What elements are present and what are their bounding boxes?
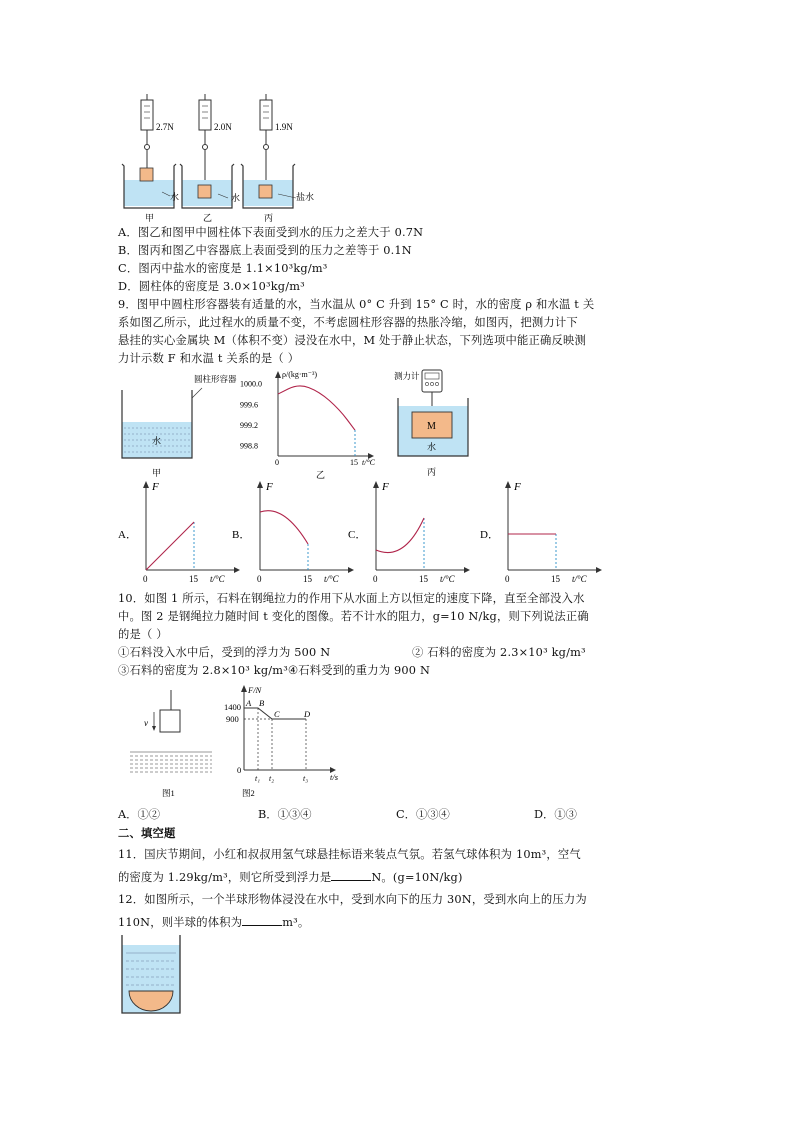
x-tick-0: 0 xyxy=(505,574,510,584)
x-tick-t3: t₃ xyxy=(303,774,309,783)
density-curve xyxy=(278,386,355,430)
q12-line-2-b: m³。 xyxy=(282,916,310,929)
q10-option-d: D．①③ xyxy=(534,808,577,821)
caption-jia: 甲 xyxy=(152,468,162,478)
q10-statement-1: ①石料没入水中后，受到的浮力为 500 N xyxy=(118,646,331,659)
y-axis-label: ρ/(kg·m⁻³) xyxy=(282,370,318,379)
f-axis-label: F xyxy=(514,481,521,493)
point-c: C xyxy=(274,709,280,719)
x-tick-0: 0 xyxy=(143,574,148,584)
q10-line-1: 10．如图 1 所示，石料在钢绳拉力的作用下从水面上方以恒定的速度下降，直至全部没入水 xyxy=(118,592,585,605)
q12-figure xyxy=(118,935,188,1017)
reading-1: 2.7N xyxy=(156,122,174,132)
x-tick-t1: t₁ xyxy=(255,774,261,783)
reading-2: 2.0N xyxy=(214,122,232,132)
x-tick-t2: t₂ xyxy=(269,774,275,783)
spring-scale-2 xyxy=(199,94,211,185)
q8-option-a: A．图乙和图甲中圆柱体下表面受到水的压力之差大于 0.7N xyxy=(118,226,424,239)
q8-figure xyxy=(118,92,368,224)
option-letter: D． xyxy=(480,529,499,541)
q10-fig2 xyxy=(222,684,352,802)
answer-graph-a xyxy=(118,478,246,590)
liquid-label-2: 水 xyxy=(231,193,241,203)
caption-jia: 甲 xyxy=(145,213,155,223)
x-axis-label: t/°C xyxy=(210,574,225,584)
x-tick-0: 0 xyxy=(257,574,262,584)
caption-fig1: 图1 xyxy=(162,788,175,798)
option-letter: C． xyxy=(348,529,367,541)
reading-3: 1.9N xyxy=(275,122,293,132)
answer-graph-d xyxy=(480,478,608,590)
block-label: M xyxy=(427,421,436,432)
q9-line-2: 系如图乙所示，此过程水的质量不变，不考虑圆柱形容器的热胀冷缩，如图丙，把测力计下 xyxy=(118,316,578,329)
graph-line xyxy=(376,518,424,553)
x-tick-15: 15 xyxy=(303,574,312,584)
f-axis-label: F xyxy=(382,481,389,493)
beaker-3 xyxy=(241,164,295,208)
q8-option-c: C．图丙中盐水的密度是 1.1×10³kg/m³ xyxy=(118,262,328,275)
q10-option-a: A．①② xyxy=(118,808,161,821)
q12-line-2-a: 110N，则半球的体积为 xyxy=(118,916,243,929)
answer-graph-b xyxy=(232,478,360,590)
f-axis-label: F xyxy=(152,481,159,493)
q10-fig1 xyxy=(126,688,216,800)
spring-scale-3 xyxy=(260,94,272,185)
velocity-label: v xyxy=(144,718,148,728)
y-tick: 999.6 xyxy=(240,400,258,410)
container-label: 圆柱形容器 xyxy=(194,374,237,384)
q10-statement-3-4: ③石料的密度为 2.8×10³ kg/m³④石料受到的重力为 900 N xyxy=(118,664,431,677)
caption-yi: 乙 xyxy=(203,213,213,223)
graph-line xyxy=(260,511,308,544)
q10-option-b: B．①③④ xyxy=(258,808,312,821)
q9-fig-bing xyxy=(394,368,484,480)
meter-label: 测力计 xyxy=(394,371,420,381)
water-label: 水 xyxy=(427,442,437,452)
q10-option-c: C．①③④ xyxy=(396,808,450,821)
spring-scale-1 xyxy=(141,94,153,168)
y-tick-1400: 1400 xyxy=(224,702,241,712)
y-tick: 1000.0 xyxy=(240,379,262,389)
point-b: B xyxy=(259,698,265,708)
caption-fig2: 图2 xyxy=(242,788,255,798)
x-tick-15: 15 xyxy=(419,574,428,584)
q9-line-1: 9．图甲中圆柱形容器装有适量的水，当水温从 0° C 升到 15° C 时，水的密度 ρ 和水温 t 关 xyxy=(118,298,595,311)
x-axis-label: t/°C xyxy=(324,574,339,584)
q9-line-4: 力计示数 F 和水温 t 关系的是（ ） xyxy=(118,352,300,365)
y-axis-label: F/N xyxy=(248,685,262,695)
q11-line-2 xyxy=(118,870,463,885)
y-tick: 999.2 xyxy=(240,421,258,430)
q8-option-b: B．图丙和图乙中容器底上表面受到的压力之差等于 0.1N xyxy=(118,244,412,257)
x-tick-0: 0 xyxy=(275,458,279,467)
q12-answer-blank[interactable] xyxy=(242,915,282,926)
x-axis-label: t/s xyxy=(330,772,339,782)
option-letter: B． xyxy=(232,529,251,541)
section-title: 二、填空题 xyxy=(118,826,176,840)
caption-bing: 丙 xyxy=(427,467,437,477)
q9-fig-jia xyxy=(118,370,237,480)
x-axis-label: t/°C xyxy=(362,458,375,467)
graph-line xyxy=(146,522,194,570)
point-d: D xyxy=(304,709,311,719)
x-axis-label: t/°C xyxy=(440,574,455,584)
q8-option-d: D．圆柱体的密度是 3.0×10³kg/m³ xyxy=(118,280,305,293)
x-tick-15: 15 xyxy=(551,574,560,584)
q10-line-2: 中。图 2 是钢绳拉力随时间 t 变化的图像。若不计水的阻力，g=10 N/kg，则下列说法正确 xyxy=(118,610,589,623)
f-axis-label: F xyxy=(266,481,273,493)
beaker-2 xyxy=(180,164,234,208)
x-tick-15: 15 xyxy=(189,574,198,584)
q12-line-2 xyxy=(118,915,309,930)
q9-line-3: 悬挂的实心金属块 M（体积不变）浸没在水中，M 处于静止状态，下列选项中能正确反映测 xyxy=(118,334,587,347)
caption-yi: 乙 xyxy=(316,470,326,480)
liquid-label-3: 盐水 xyxy=(296,192,315,202)
q10-line-3: 的是（ ） xyxy=(118,628,168,641)
x-axis-label: t/°C xyxy=(572,574,587,584)
density-chart xyxy=(238,368,378,480)
option-letter: A． xyxy=(118,529,137,541)
q12-line-1: 12．如图所示，一个半球形物体浸没在水中，受到水向下的压力 30N，受到水向上的压力为 xyxy=(118,893,587,906)
beaker-1 xyxy=(122,164,176,208)
q11-line-2-a: 的密度为 1.29kg/m³，则它所受到浮力是 xyxy=(118,871,332,884)
y-tick-0: 0 xyxy=(237,765,242,775)
q10-statement-2: ② 石料的密度为 2.3×10³ kg/m³ xyxy=(412,646,586,659)
caption-bing: 丙 xyxy=(264,213,274,223)
answer-graph-c xyxy=(348,478,476,590)
x-tick-15: 15 xyxy=(350,458,358,467)
y-tick-900: 900 xyxy=(226,714,239,724)
water-label: 水 xyxy=(152,436,162,446)
q11-answer-blank[interactable] xyxy=(331,870,371,881)
q11-line-2-b: N。(g=10N/kg) xyxy=(371,871,463,884)
point-a: A xyxy=(246,698,252,708)
q11-line-1: 11．国庆节期间，小红和叔叔用氢气球悬挂标语来装点气氛。若氢气球体积为 10m³，空气 xyxy=(118,848,581,861)
x-tick-0: 0 xyxy=(373,574,378,584)
liquid-label-1: 水 xyxy=(170,192,180,202)
y-tick: 998.8 xyxy=(240,441,258,451)
